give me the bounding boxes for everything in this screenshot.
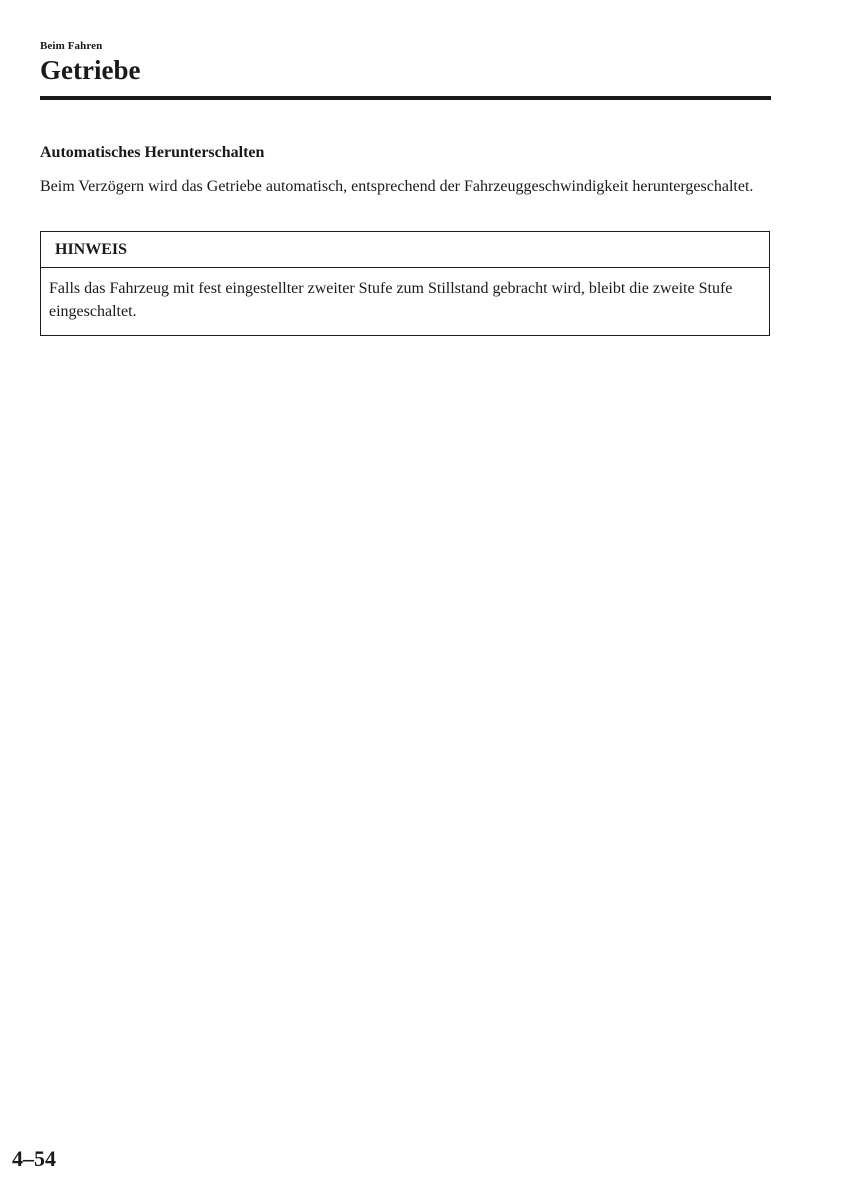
- section-label: Beim Fahren: [40, 40, 103, 52]
- body-paragraph: Beim Verzögern wird das Getriebe automatisch, entsprechend der Fahrzeuggeschwindigkeit heruntergeschaltet.: [40, 178, 754, 195]
- chapter-title: Getriebe: [40, 55, 141, 85]
- note-text: Falls das Fahrzeug mit fest eingestellter zweiter Stufe zum Stillstand gebracht wird, bleibt die zweite Stufe eingeschaltet.: [49, 280, 733, 320]
- note-label: HINWEIS: [41, 232, 769, 268]
- note-box: [40, 231, 770, 336]
- page-number: 4–54: [12, 1146, 56, 1171]
- subheading: Automatisches Herunterschalten: [40, 144, 265, 161]
- title-divider: [40, 96, 771, 100]
